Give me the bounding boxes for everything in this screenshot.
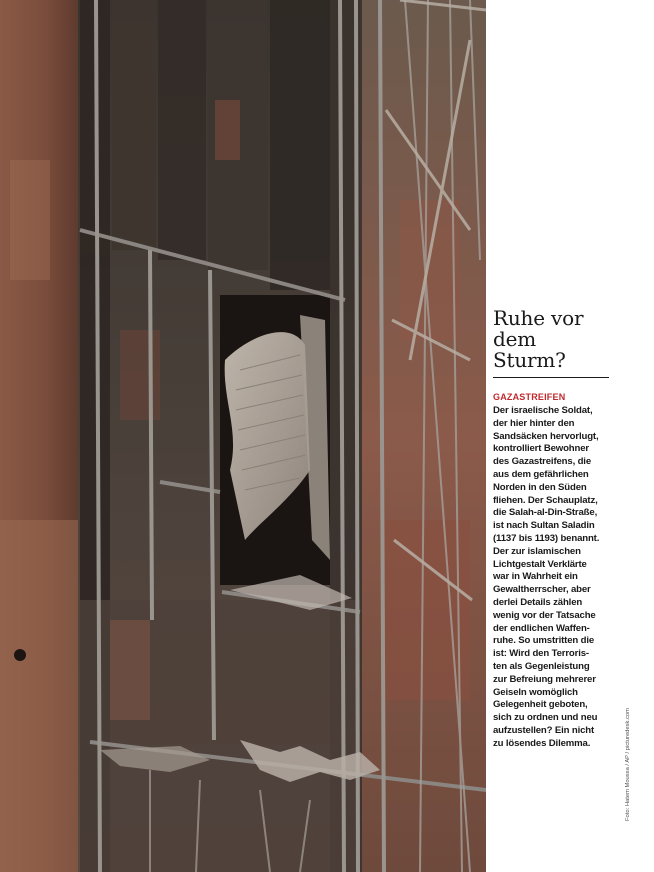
photo-credit: Foto: Hatem Moussa / AP / picturedesk.com [625, 708, 631, 821]
headline-divider [493, 377, 609, 378]
article-headline: Ruhe vor dem Sturm? [493, 306, 584, 372]
article-text-column [493, 308, 609, 751]
article-body: Der israelische Soldat, der hier hinter den Sandsäcken hervorlugt, kontrolliert Bewohner des Gazastreifens, die aus dem gefährlichen Norden in den Süden fliehen. Der Schauplatz, die Salah-al-Din-Straße, ist nach Sultan Saladin (1137 bis 1193) benannt. Der zur islamischen Lichtgestalt Verklärte war in Wahrheit ein Gewaltherrscher, aber derlei Details zählen wenig vor der Tatsache der endlichen Waffen- ruhe. So umstritten die ist: Wird den Terroris- ten als Gegenleistung zur Befreiung mehrerer Geiseln womöglich Gelegenheit geboten, sich zu ordnen und neu aufzustellen? Ein nicht zu lösendes Dilemma. [493, 405, 600, 749]
article-kicker: GAZASTREIFEN [493, 392, 566, 402]
